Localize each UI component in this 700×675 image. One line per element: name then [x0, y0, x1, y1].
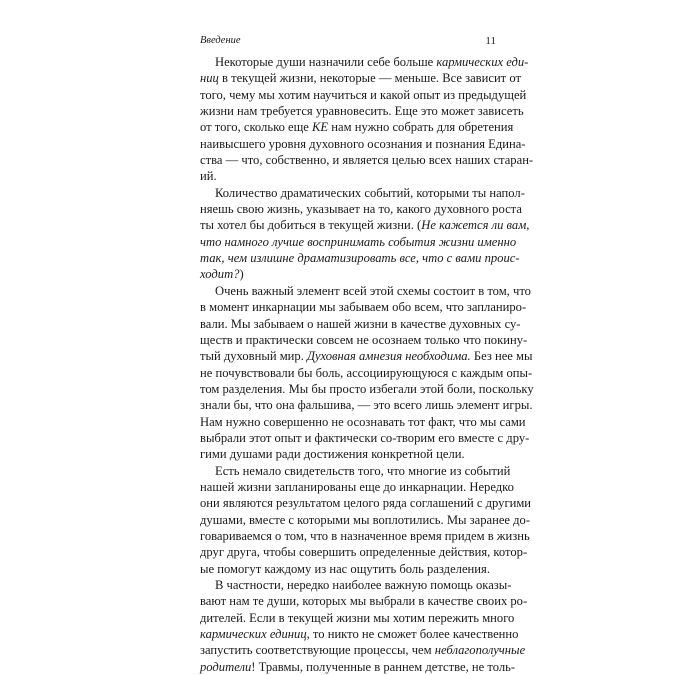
text-line — [200, 201, 522, 217]
text-run: тый духовный мир. — [200, 349, 308, 364]
text-run: ) — [239, 267, 244, 282]
italic-run: что намного лучше воспринимать события жизни именно — [200, 234, 517, 249]
text-run: нашей жизни запланированы еще до инкарнации. Нередко — [200, 479, 514, 494]
text-run: В частности, нередко наиболее важную помощь оказы- — [215, 578, 512, 592]
text-line — [200, 495, 532, 511]
text-line — [200, 381, 534, 397]
body-text — [200, 54, 534, 675]
text-run: ществ и практически совсем не осознаем только что покину- — [200, 332, 528, 347]
text-line — [200, 414, 526, 430]
text-run: Количество драматических событий, которыми ты напол- — [215, 185, 525, 200]
italic-run: ходит? — [200, 267, 240, 282]
text-run: душами, вместе с которыми мы воплотились. Мы заранее до- — [200, 512, 531, 527]
italic-run: кармических еди- — [436, 55, 529, 69]
text-run: не почувствовали бы боль, ассоциирующуюся с каждым опы- — [200, 365, 533, 380]
text-run: няешь свою жизнь, указывает на то, какого духовного роста — [200, 202, 522, 217]
text-run: , то никто не сможет более качественно — [306, 627, 519, 642]
italic-run: так, чем излишне драматизировать все, что с вами проис- — [200, 251, 520, 266]
text-run: выбрали этот опыт и фактически со-творим его вместе с дру- — [200, 430, 530, 445]
text-line — [200, 168, 496, 184]
text-run: том разделения. Мы бы просто избегали этой боли, поскольку — [200, 381, 534, 396]
text-line — [200, 430, 530, 446]
text-run: друг друга, чтобы совершить определенные действия, котор- — [200, 545, 528, 560]
paragraph — [200, 577, 528, 675]
text-run: Очень важный элемент всей этой схемы состоит в том, что — [215, 283, 531, 298]
text-run: ства — что, собственно, и является целью всех наших старан- — [200, 153, 534, 168]
text-line — [200, 626, 519, 642]
paragraph — [200, 283, 534, 463]
text-run: ые помогут каждому из нас ощутить боль разделения. — [200, 561, 490, 576]
text-line — [200, 397, 533, 413]
text-line — [200, 266, 496, 282]
text-run: вают нам те души, которых мы выбрали в качестве своих ро- — [200, 594, 528, 609]
text-line — [200, 234, 517, 250]
text-line — [200, 659, 516, 675]
italic-run: Духовная амнезия необходима. — [307, 349, 471, 364]
text-run: ий. — [200, 169, 217, 184]
text-run: знали бы, что она фальшива, — это всего лишь элемент игры. — [200, 398, 533, 413]
text-line — [200, 512, 531, 528]
text-line — [200, 544, 528, 560]
text-line — [200, 642, 526, 658]
text-run: Есть немало свидетельств того, что многие из событий — [215, 463, 511, 478]
text-run: Без нее мы — [470, 349, 533, 364]
text-line — [200, 217, 530, 233]
text-line — [200, 283, 531, 299]
text-run: жизни нам требуется уравновесить. Еще это может зависеть — [200, 104, 524, 119]
text-line — [200, 348, 533, 364]
text-line — [200, 136, 526, 152]
italic-run: Не кажется ли вам, — [421, 218, 530, 233]
text-line — [200, 54, 529, 70]
text-line — [200, 593, 528, 609]
text-line — [200, 103, 524, 119]
text-line — [200, 152, 534, 168]
paragraph — [200, 54, 534, 185]
text-line — [200, 528, 530, 544]
text-run: они являются результатом целого ряда соглашений с другими — [200, 496, 532, 511]
text-line — [200, 316, 521, 332]
text-line — [200, 561, 496, 577]
text-run: вали. Мы забываем о нашей жизни в качестве духовных су- — [200, 316, 521, 331]
text-line — [200, 479, 514, 495]
text-line — [200, 463, 511, 479]
text-run: того, чему мы хотим научиться и какой опыт из предыдущей — [200, 87, 527, 102]
section-title: Введение — [200, 35, 241, 46]
text-run: от того, сколько еще — [200, 120, 313, 135]
text-line — [200, 87, 527, 103]
text-run: говариваемся о том, что в назначенное время придем в жизнь — [200, 528, 530, 543]
paragraph — [200, 463, 532, 577]
text-line — [200, 610, 515, 626]
text-run: в текущей жизни, некоторые — меньше. Все зависит от — [218, 71, 521, 86]
text-line — [200, 185, 525, 201]
text-line — [200, 577, 512, 593]
text-line — [200, 70, 521, 86]
text-run: Некоторые души назначили себе больше — [215, 55, 437, 69]
text-run: ты хотел бы добиться в текущей жизни. ( — [200, 218, 422, 233]
text-run: нам нужно собрать для обретения — [328, 120, 514, 135]
italic-run: ниц — [200, 71, 219, 86]
text-line — [200, 365, 533, 381]
text-run: в момент инкарнации мы забываем обо всем, что запланиро- — [200, 300, 527, 315]
italic-run: КЕ — [312, 120, 329, 135]
page-number: 11 — [485, 35, 496, 47]
text-run: гими душами ради достижения конкретной цели. — [200, 447, 465, 462]
text-run: Нам нужно совершенно не осознавать тот факт, что мы сами — [200, 414, 526, 429]
italic-run: кармических единиц — [200, 627, 307, 642]
italic-run: неблагополучные — [434, 643, 526, 658]
text-run: дителей. Если в текущей жизни мы хотим пережить много — [200, 610, 515, 625]
text-line — [200, 446, 496, 462]
text-line — [200, 332, 528, 348]
text-line — [200, 299, 527, 315]
paragraph — [200, 185, 530, 283]
italic-run: родители — [200, 659, 252, 674]
text-run: наивысшего уровня духовного осознания и познания Едина- — [200, 136, 526, 151]
text-run: ! Травмы, полученные в раннем детстве, не толь- — [251, 659, 516, 674]
text-line — [200, 250, 520, 266]
running-header — [200, 34, 496, 48]
text-run: запустить соответствующие процессы, чем — [200, 643, 435, 658]
text-line — [200, 119, 514, 135]
